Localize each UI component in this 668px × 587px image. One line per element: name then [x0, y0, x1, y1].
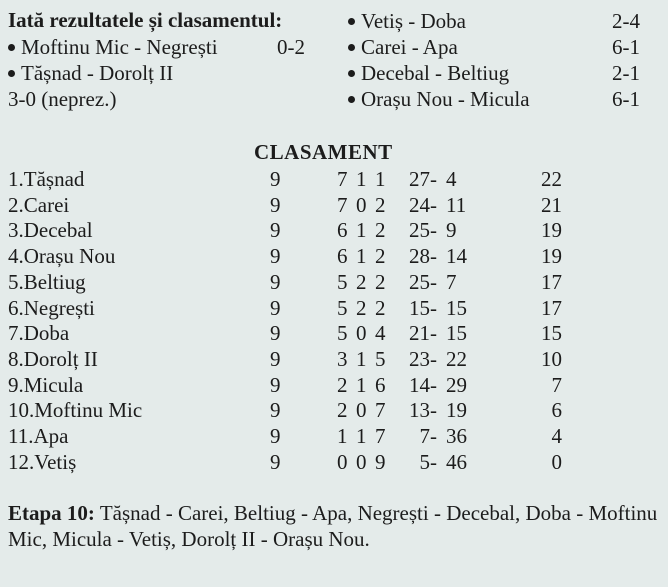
result-item [8, 60, 173, 86]
games-played: 9 [270, 295, 281, 320]
points: 4 [551, 424, 562, 448]
result-score: 6-1 [612, 87, 640, 111]
games-played: 9 [270, 269, 281, 294]
points: 15 [541, 321, 562, 346]
games-played: 9 [270, 346, 281, 371]
team-name: 11.Apa [8, 424, 69, 448]
wins: 3 [337, 346, 348, 371]
losses: 9 [375, 449, 386, 474]
team-name: 12.Vetiș [8, 449, 77, 474]
next-round-paragraph [8, 500, 663, 552]
bullet-icon [8, 70, 15, 77]
points: 10 [541, 346, 562, 371]
goals-for: 25- [409, 269, 437, 294]
bullet-icon [348, 18, 355, 25]
results-heading: Iată rezultatele și clasamentul: [8, 8, 283, 32]
wins: 5 [337, 269, 348, 294]
team-name: 7.Doba [8, 321, 70, 346]
losses: 5 [375, 346, 386, 371]
goals-for: 27- [409, 167, 437, 191]
draws: 1 [356, 346, 367, 371]
draws: 1 [356, 167, 367, 191]
points: 19 [541, 218, 562, 243]
losses: 7 [375, 424, 386, 448]
draws: 0 [356, 192, 367, 217]
goals-against: 7 [446, 269, 457, 294]
games-played: 9 [270, 167, 281, 191]
team-name: 3.Decebal [8, 218, 93, 243]
goals-for: 21- [409, 321, 437, 346]
games-played: 9 [270, 244, 281, 269]
goals-against: 29 [446, 372, 467, 397]
standings-title: CLASAMENT [254, 140, 393, 164]
goals-against: 9 [446, 218, 457, 243]
result-match: Tășnad - Dorolț II [21, 61, 174, 85]
losses: 2 [375, 269, 386, 294]
standings-row [0, 295, 668, 321]
games-played: 9 [270, 449, 281, 474]
result-score: 6-1 [612, 35, 640, 59]
goals-for: 5- [419, 449, 437, 474]
wins: 7 [337, 192, 348, 217]
draws: 1 [356, 244, 367, 269]
result-match: Vetiș - Doba [361, 9, 466, 33]
result-match: Moftinu Mic - Negrești [21, 35, 218, 59]
draws: 2 [356, 295, 367, 320]
games-played: 9 [270, 218, 281, 243]
standings-row [0, 372, 668, 398]
goals-against: 15 [446, 321, 467, 346]
points: 6 [551, 398, 562, 423]
wins: 5 [337, 295, 348, 320]
result-score: 2-1 [612, 61, 640, 85]
draws: 1 [356, 218, 367, 243]
result-item [348, 34, 458, 60]
goals-for: 15- [409, 295, 437, 320]
losses: 2 [375, 295, 386, 320]
result-match: Decebal - Beltiug [361, 61, 510, 85]
bullet-icon [348, 44, 355, 51]
team-name: 5.Beltiug [8, 269, 86, 294]
forfeit-line: 3-0 (neprez.) [8, 87, 117, 111]
losses: 1 [375, 167, 386, 191]
wins: 1 [337, 424, 348, 448]
goals-for: 28- [409, 244, 437, 269]
points: 19 [541, 244, 562, 269]
standings-row [0, 423, 668, 449]
standings-row [0, 166, 668, 192]
points: 7 [551, 372, 562, 397]
goals-for: 14- [409, 372, 437, 397]
wins: 0 [337, 449, 348, 474]
games-played: 9 [270, 372, 281, 397]
wins: 7 [337, 167, 348, 191]
team-name: 8.Dorolț II [8, 346, 98, 371]
points: 17 [541, 269, 562, 294]
goals-for: 23- [409, 346, 437, 371]
bullet-icon [348, 70, 355, 77]
result-score: 2-4 [612, 9, 640, 33]
goals-for: 7- [419, 424, 437, 448]
team-name: 9.Micula [8, 372, 84, 397]
goals-against: 4 [446, 167, 457, 191]
bullet-icon [348, 96, 355, 103]
result-item [348, 86, 530, 112]
goals-against: 36 [446, 424, 467, 448]
losses: 4 [375, 321, 386, 346]
team-name: 10.Moftinu Mic [8, 398, 143, 423]
standings-row [0, 320, 668, 346]
games-played: 9 [270, 398, 281, 423]
standings-row [0, 192, 668, 218]
standings-row [0, 346, 668, 372]
team-name: 2.Carei [8, 192, 70, 217]
draws: 0 [356, 449, 367, 474]
next-round-label: Etapa 10: [8, 501, 95, 525]
goals-against: 15 [446, 295, 467, 320]
wins: 6 [337, 218, 348, 243]
points: 17 [541, 295, 562, 320]
draws: 1 [356, 372, 367, 397]
standings-row [0, 217, 668, 243]
goals-for: 13- [409, 398, 437, 423]
standings-row [0, 449, 668, 475]
draws: 0 [356, 321, 367, 346]
losses: 7 [375, 398, 386, 423]
goals-against: 14 [446, 244, 467, 269]
goals-against: 11 [446, 192, 467, 217]
games-played: 9 [270, 192, 281, 217]
points: 22 [541, 167, 562, 191]
goals-for: 24- [409, 192, 437, 217]
losses: 6 [375, 372, 386, 397]
goals-against: 22 [446, 346, 467, 371]
team-name: 4.Orașu Nou [8, 244, 116, 269]
team-name: 6.Negrești [8, 295, 95, 320]
games-played: 9 [270, 424, 281, 448]
standings-row [0, 243, 668, 269]
goals-against: 19 [446, 398, 467, 423]
losses: 2 [375, 218, 386, 243]
result-match: Orașu Nou - Micula [361, 87, 530, 111]
result-item [8, 34, 218, 60]
wins: 6 [337, 244, 348, 269]
standings-row [0, 269, 668, 295]
goals-for: 25- [409, 218, 437, 243]
losses: 2 [375, 192, 386, 217]
wins: 5 [337, 321, 348, 346]
goals-against: 46 [446, 449, 467, 474]
result-match: Carei - Apa [361, 35, 458, 59]
wins: 2 [337, 398, 348, 423]
result-score: 0-2 [277, 35, 305, 59]
team-name: 1.Tășnad [8, 167, 85, 191]
result-item [348, 8, 466, 34]
wins: 2 [337, 372, 348, 397]
result-item [348, 60, 509, 86]
games-played: 9 [270, 321, 281, 346]
next-round-fixtures: Tășnad - Carei, Beltiug - Apa, Negrești - Decebal, Doba - Moftinu Mic, Micula - Vetiș, Dorolț II - Orașu Nou. [8, 501, 658, 551]
draws: 2 [356, 269, 367, 294]
points: 0 [551, 449, 562, 474]
draws: 1 [356, 424, 367, 448]
points: 21 [541, 192, 562, 217]
standings-row [0, 397, 668, 423]
draws: 0 [356, 398, 367, 423]
losses: 2 [375, 244, 386, 269]
bullet-icon [8, 44, 15, 51]
